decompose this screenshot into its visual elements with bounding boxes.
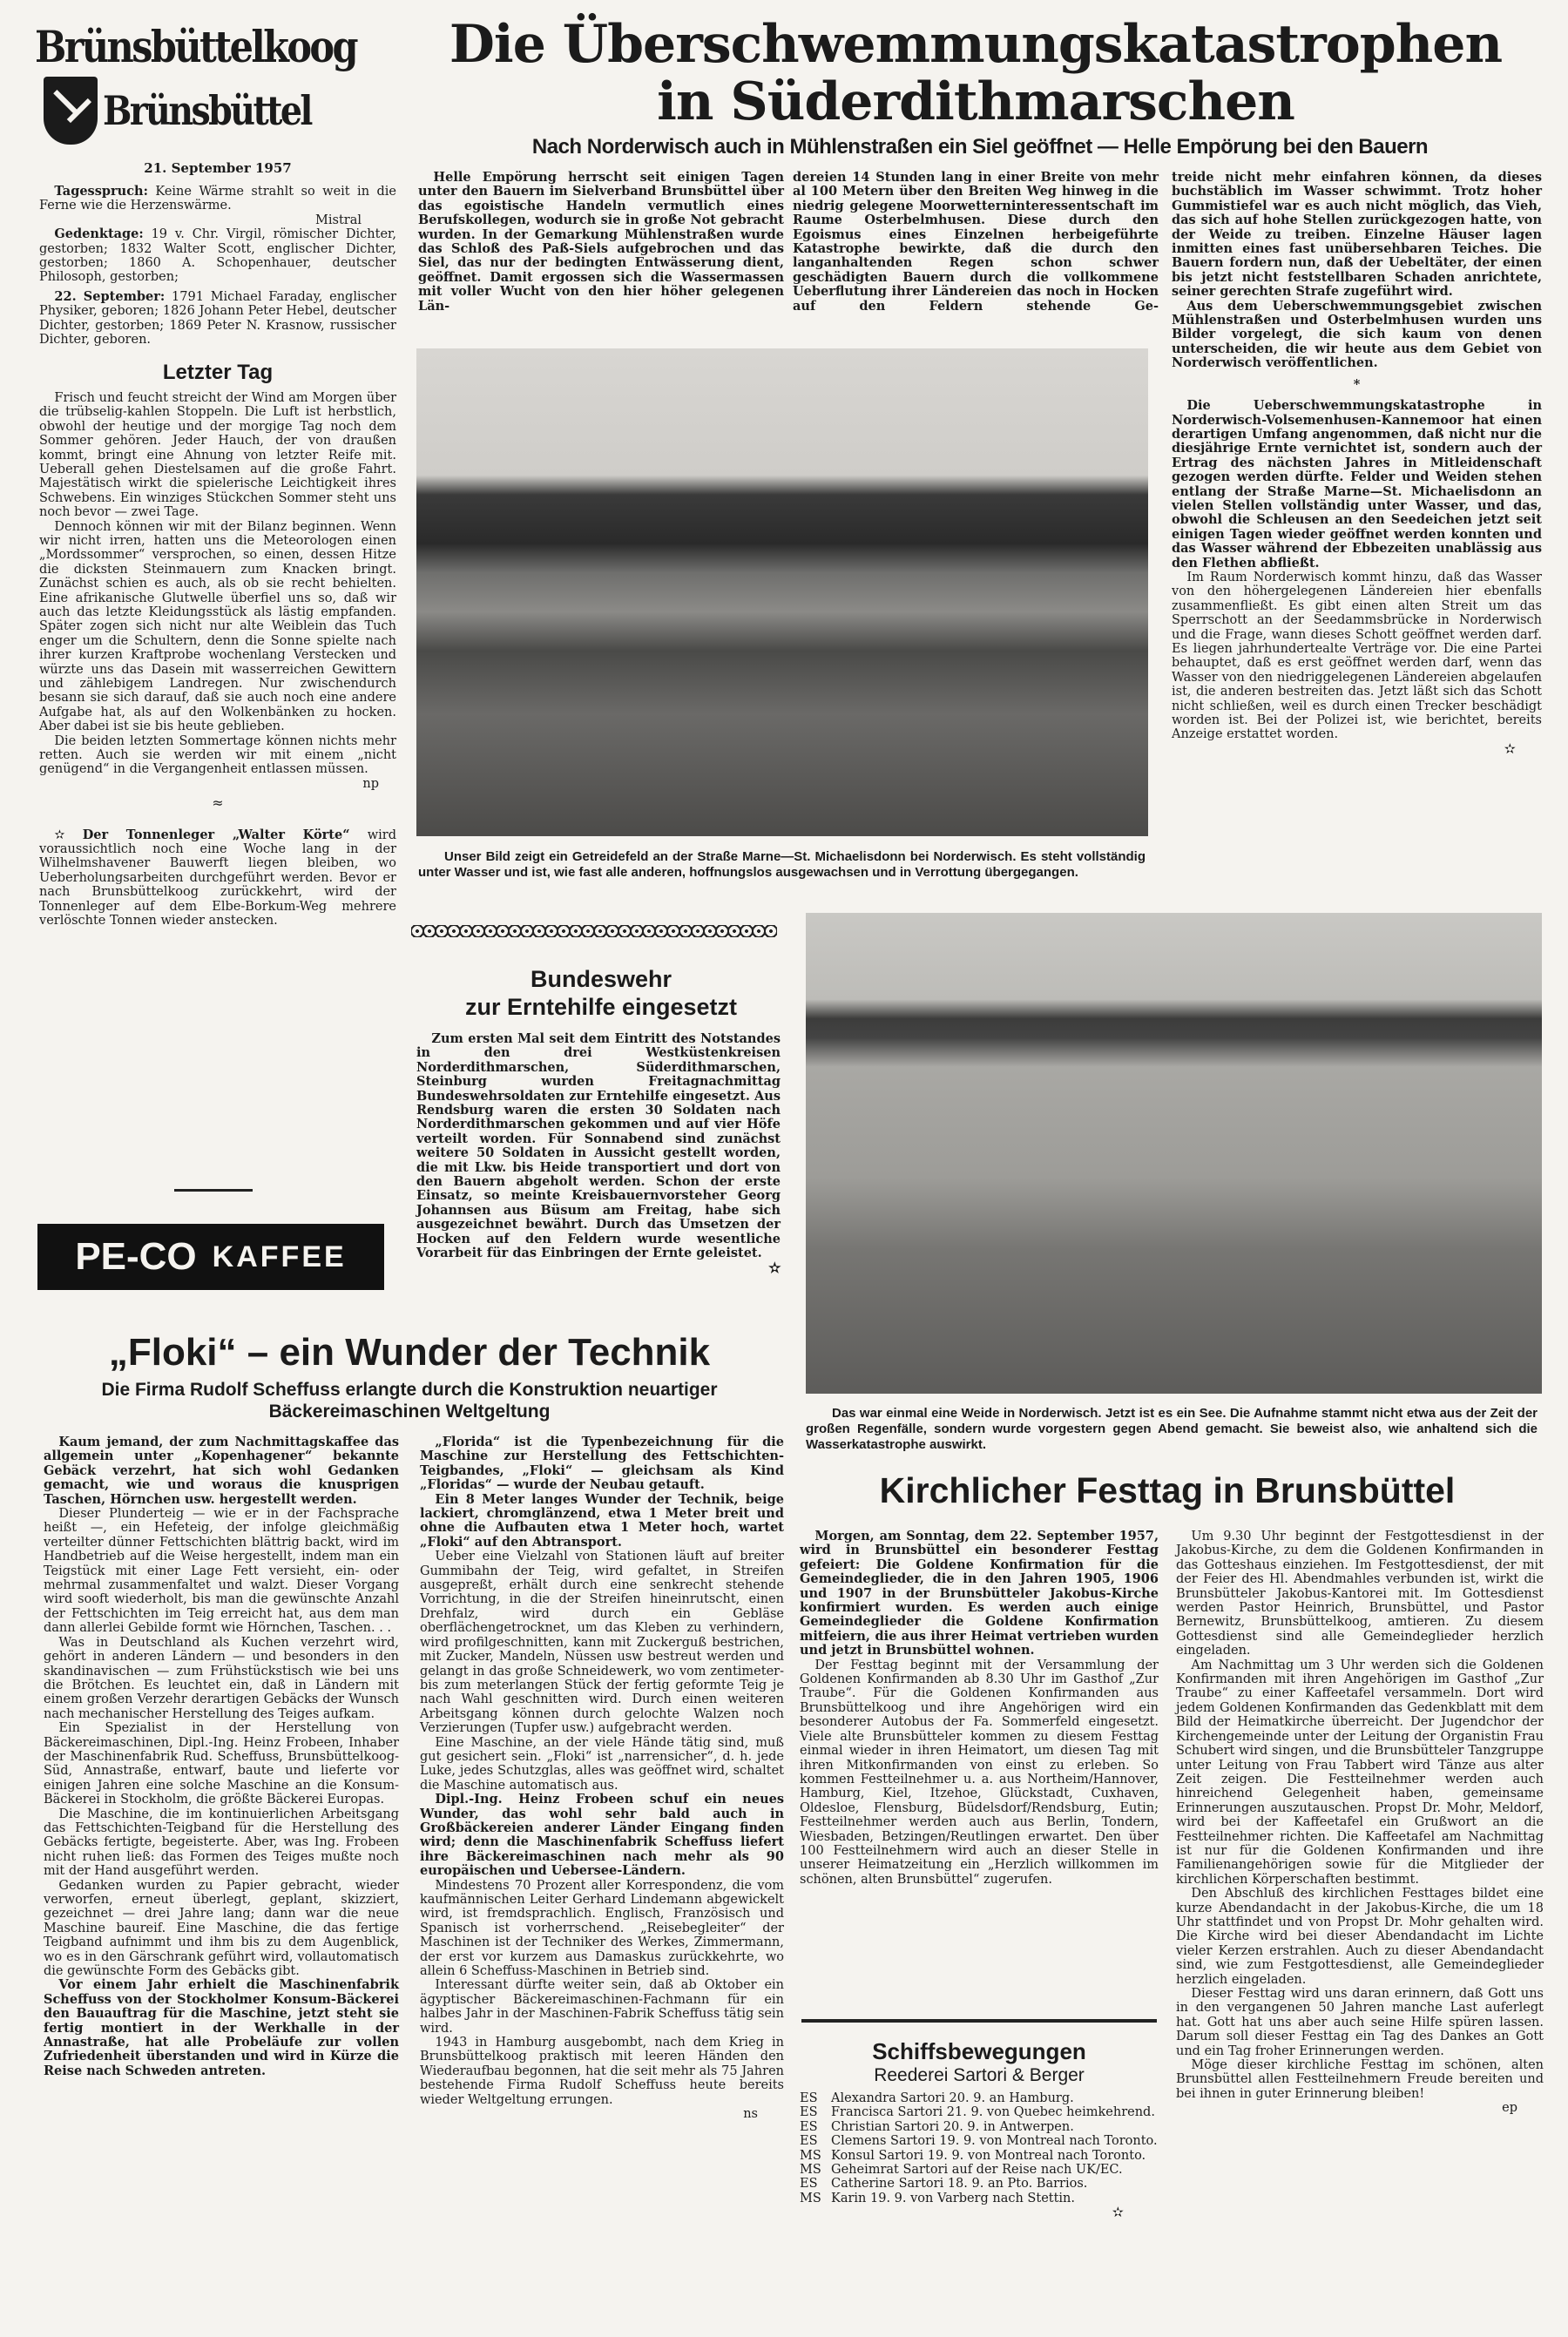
ad-product: KAFFEE bbox=[212, 1239, 347, 1273]
star-icon: ✫ bbox=[54, 827, 83, 842]
tagesspruch-label: Tagesspruch: bbox=[54, 184, 148, 199]
bundeswehr-title-1: Bundeswehr bbox=[530, 966, 672, 992]
ship-text: Konsul Sartori 19. 9. von Montreal nach Toronto. bbox=[831, 2148, 1146, 2163]
paragraph: Gedanken wurden zu Papier gebracht, wieder verworfen, erneut überlegt, geplant, skizziert, gezeichnet — drei Jahre lang; dann war die neue Maschine baureif. Eine Maschine, die das fertige Teigband aufnimmt und ihm bis zu dem Augenblick, wo es in den Gärschrank geführt wird, vollautomatisch die gewünschte Form des Gebäcks gibt. bbox=[44, 1878, 399, 1979]
sept22-text: 1791 Michael Faraday, englischer Physiker, geboren; 1826 Johann Peter Hebel, deutscher Dichter, gestorben; 1869 Peter N. Krasnow, russischer Dichter, geboren. bbox=[39, 289, 397, 348]
photo1-caption bbox=[418, 849, 1146, 881]
schiffe-subtitle: Reederei Sartori & Berger bbox=[874, 2065, 1085, 2085]
ship-text: Alexandra Sartori 20. 9. an Hamburg. bbox=[831, 2091, 1074, 2105]
photo-flooded-grain-field bbox=[416, 348, 1148, 836]
paragraph: Aus dem Ueberschwemmungsgebiet zwischen Mühlenstraßen und Osterbelmhusen wurden uns Bilder vorgelegt, die sich kaum von denen unterscheiden, die wir heute aus dem Gebiet von Norderwisch veröffentlichen. bbox=[1172, 298, 1542, 371]
paragraph: Eine Maschine, an der viele Hände tätig sind, muß gut gesichert sein. „Floki“ ist „narrensicher“, d. h. jede Luke, jedes Schutzglas, alles was geöffnet wird, schaltet die Maschine automatisch aus. bbox=[420, 1735, 784, 1793]
paragraph: dereien 14 Stunden lang in einer Breite von mehr al 100 Metern über den Breiten Weg hinweg in die niedrig gelegene Moorwetterninteressentschaft im Raume Osterbelmhusen. Diese durch den Egoismus eines Einzelnen herbeigeführte Katastrophe bewirkte, daß die durch den langanhaltenden Regen schon schwer geschädigten Bauern durch die vollkommene Ueberflutung ihrer Ländereien das noch in Hocken auf den Feldern stehende Ge- bbox=[793, 170, 1159, 314]
coat-of-arms-icon bbox=[44, 77, 98, 145]
issue-date: 21. September 1957 bbox=[144, 160, 292, 176]
ship-item bbox=[800, 2192, 1159, 2205]
paragraph: Die Ueberschwemmungskatastrophe in Norderwisch-Volsemenhusen-Kannemoor hat einen derartigen Umfang angenommen, daß nicht nur die diesjährige Ernte vernichtet ist, sondern auch der Ertrag des nächsten Jahres in Mitleidenschaft gezogen werden dürfte. Felder und Weiden stehen entlang der Straße Marne—St. Michaelisdonn an vielen Stellen vollständig unter Wasser, und das, obwohl die Schleusen an den Seedeichen jetzt seit einigen Tagen wieder geöffnet werden konnten und das Wasser während der Ebbezeiten unablässig aus den Flethen abfließt. bbox=[1172, 398, 1542, 571]
separator: * bbox=[1353, 376, 1361, 392]
headline-line-1: Die Überschwemmungskatastrophen bbox=[449, 14, 1503, 75]
ship-item bbox=[800, 2120, 1159, 2134]
paragraph: Am Nachmittag um 3 Uhr werden sich die Goldenen Konfirmanden mit ihren Angehörigen im Gasthof „Zur Traube“ zu einer Kaffeetafel versammeln. Dort wird jedem Goldenen Konfirmanden das Gedenkblatt mit dem Bild der Heimatkirche überreicht. Der Jugendchor der Kirchengemeinde unter der Leitung der Organistin Frau Schubert wird singen, und die Brunsbütteler Tanzgruppe unter Leitung von Frau Tabbert wird Tänze aus alter Zeit zeigen. Die Festteilnehmer werden auch hinreichend Gelegenheit haben, gemeinsame Erinnerungen auszutauschen. Propst Dr. Mohr, Meldorf, wird bei der Kaffeetafel ein Grußwort an die Festteilnehmer richten. Die Kaffeetafel am Nachmittag ist nur für die Goldenen Konfirmanden und ihre Familienangehörigen sowie für die Mitglieder der kirchlichen Körperschaften bestimmt. bbox=[1176, 1658, 1544, 1887]
paragraph: Um 9.30 Uhr beginnt der Festgottesdienst in der Jakobus-Kirche, zu dem die Goldenen Konfirmanden in das Gotteshaus einziehen. Im Festgottesdienst, der mit der Feier des Hl. Abendmahles verbunden ist, wirkt die Brunsbütteler Jakobus-Kantorei mit. Im Gottesdienst werden Pastor Heinrich, Brunsbüttel, und Pastor Bernewitz, Brunsbüttelkoog, amtieren. Zu diesem Gottesdienst sind alle Gemeindeglieder herzlich eingeladen. bbox=[1176, 1530, 1544, 1658]
sept22 bbox=[39, 290, 396, 348]
paragraph: Zum ersten Mal seit dem Eintritt des Notstandes in den drei Westküstenkreisen Norderdithmarschen, Süderdithmarschen, Steinburg wurden Freitagnachmittag Bundeswehrsoldaten zur Erntehilfe eingesetzt. Aus Rendsburg waren die ersten 30 Soldaten nach Norderdithmarschen gekommen und auf vier Höfe verteilt worden. Für Sonnabend sind zunächst weitere 50 Soldaten in Aussicht gestellt worden, die mit Lkw. bis Heide transportiert und dort von den Bauern abgeholt werden. Schon der erste Einsatz, so meinte Kreisbauernvorsteher Georg Johannsen aus Büsum am Freitag, habe sich ausgezeichnet bewährt. Durch das Umsetzen der Hocken auf den Feldern wurde wesentliche Vorarbeit für das Einbringen der Ernte geleistet. bbox=[416, 1031, 781, 1261]
festtag-col-1 bbox=[800, 1530, 1159, 1887]
photo2-caption bbox=[806, 1406, 1538, 1453]
paragraph: 1943 in Hamburg ausgebombt, nach dem Krieg in Brunsbüttelkoog praktisch mit leeren Händen den Wiederaufbau begonnen, hat die seit mehr als 75 Jahren bestehende Firma Rudolf Scheffuss heute bereits wieder Weltgeltung errungen. bbox=[420, 2036, 784, 2107]
headline-line-2: in Süderdithmarschen bbox=[657, 71, 1294, 132]
tagesspruch-text: Keine Wärme strahlt so weit in die Ferne wie die Herzenswärme. bbox=[39, 185, 396, 213]
ship-item bbox=[800, 2149, 1159, 2163]
author-initials: np bbox=[362, 776, 379, 791]
ship-type: ES bbox=[800, 2119, 818, 2134]
paragraph: Vor einem Jahr erhielt die Maschinenfabrik Scheffuss von der Stockholmer Konsum-Bäckerei den Bauauftrag für die Maschine, jetzt steht sie fertig montiert in der Werkhalle in der Annastraße, hat alle Probeläufe zur vollen Zufriedenheit überstanden und wird in Kürze die Reise nach Schweden antreten. bbox=[44, 1977, 399, 2078]
ship-type: MS bbox=[800, 2148, 821, 2163]
floki-col-2 bbox=[420, 1435, 784, 2122]
ship-type: ES bbox=[800, 2177, 818, 2192]
ship-text: Francisca Sartori 21. 9. von Quebec heimkehrend. bbox=[831, 2105, 1155, 2120]
main-article-col-1 bbox=[418, 171, 784, 314]
tonnenleger-lead: Der Tonnenleger „Walter Körte“ bbox=[82, 827, 350, 842]
ship-type: ES bbox=[800, 2105, 818, 2120]
tonnenleger-notice bbox=[39, 828, 396, 929]
ornament-divider: ≈ bbox=[212, 794, 224, 812]
paragraph: Kaum jemand, der zum Nachmittagskaffee das allgemein unter „Kopenhagener“ bekannte Gebäck verzehrt, hat sich wohl Gedanken gemacht, wie und woraus die knusprigen Taschen, Hörnchen usw. hergestellt werden. bbox=[44, 1435, 399, 1507]
ship-type: MS bbox=[800, 2163, 821, 2178]
star-icon: ✫ bbox=[768, 1259, 781, 1276]
paragraph: Den Abschluß des kirchlichen Festtages bildet eine kurze Abendandacht in der Jakobus-Kirche, die um 18 Uhr stattfindet und von Propst Dr. Mohr gehalten wird. Die Kirche wird bei dieser Abendandacht im Lichte vieler Kerzen erstrahlen. Auch zu dieser Abendandacht sind, wie zum Festgottesdienst, alle Gemeindeglieder herzlich eingeladen. bbox=[1176, 1887, 1544, 1987]
ship-item bbox=[800, 2163, 1159, 2177]
paragraph: „Florida“ ist die Typenbezeichnung für die Maschine zur Herstellung des Fettschichten-Teigbandes, „Floki“ — gleichsam als Kind „Floridas“ — wurde der Neubau getauft. bbox=[420, 1435, 784, 1493]
ship-item bbox=[800, 2134, 1159, 2148]
sept22-label: 22. September: bbox=[54, 288, 166, 304]
divider bbox=[801, 2019, 1157, 2023]
photo-flooded-meadow bbox=[806, 913, 1542, 1394]
paragraph: Der Festtag beginnt mit der Versammlung der Goldenen Konfirmanden ab 8.30 Uhr im Gasthof „Zur Traube“. Für die Goldenen Konfirmanden aus Brunsbüttelkoog und ihre Angehörigen wird ein besonderer Autobus der Fa. Sommerfeld eingesetzt. Viele alte Brunsbütteler kommen zu diesem Festtag einmal wieder in ihren Heimatort, um diesen Tag mit ihren Mitkonfirmanden von einst zu erleben. So kommen Festteilnehmer u. a. aus Northeim/Hannover, Hamburg, Kiel, Itzehoe, Glückstadt, Cuxhaven, Oldesloe, Flensburg, Büdelsdorf/Rendsburg, Eutin; Festteilnehmer werden auch aus Berlin, Tondern, Wiesbaden, Betzingen/Reutlingen erwartet. Den über 100 Festteilnehmern wird auch an dieser Stelle in unserer Heimatzeitung ein „Herzlich willkommen im schönen, alten Brunsbüttel“ zugerufen. bbox=[800, 1658, 1159, 1887]
paragraph: Die Maschine, die im kontinuierlichen Arbeitsgang das Fettschichten-Teigband für die Herstellung des Gebäcks fertigte, begeisterte. Aber, was Ing. Frobeen nicht ruhen ließ: das Formen des Teiges mußte noch mit der Hand ausgeführt werden. bbox=[44, 1807, 399, 1879]
ship-item bbox=[800, 2177, 1159, 2191]
paragraph: Dieser Plunderteig — wie er in der Fachsprache heißt —, ein Hefeteig, der infolge gleichmäßig verteilter dünner Fettschichten blättrig backt, wird im Handbetrieb auf die Weise hergestellt, indem man ein Teigstück mit einer Lage Fett versieht, ein- oder mehrmal zusammenfaltet und walzt. Dieser Vorgang wird sooft wiederholt, bis man die gewünschte Anzahl der Fettschichten im Teig erreicht hat, aus dem man dann allerlei Gebilde formt wie Hörnchen, Taschen. . . bbox=[44, 1507, 399, 1636]
logo-brunsbuettelkoog: Brünsbüttelkoog bbox=[35, 21, 357, 72]
ship-type: ES bbox=[800, 2091, 818, 2105]
tonnenleger-text: wird voraussichtlich noch eine Woche lang in der Wilhelmshavener Bauwerft liegen bleiben, wo Ueberholungsarbeiten durchgeführt werden. Bevor er nach Brunsbüttelkoog zurückkehrt, wird der Tonnenleger auf dem Elbe-Borkum-Weg mehrere verlöschte Tonnen wieder anstecken. bbox=[39, 827, 396, 929]
main-article-col-3 bbox=[1172, 171, 1542, 756]
author-initials: ns bbox=[743, 2107, 758, 2122]
bundeswehr-title-2: zur Erntehilfe eingesetzt bbox=[464, 994, 738, 1020]
ship-item bbox=[800, 2091, 1159, 2105]
tagesspruch bbox=[39, 185, 396, 213]
paragraph: treide nicht mehr einfahren können, da dieses buchstäblich im Wasser schwimmt. Trotz hoher Gummistiefel war es auch nicht möglich, das Vieh, das sich auf hohe Stellen zurückgezogen hatte, von der Weide zu treiben. Einzelne Häuser lagen inmitten eines fast unübersehbaren Teiches. Die Bauern fordern nun, daß der Uebeltäter, der einen bis jetzt nicht feststellbaren Schaden anrichtete, seiner gerechten Strafe zugeführt wird. bbox=[1172, 170, 1542, 300]
gedenktage-label: Gedenktage: bbox=[54, 226, 144, 242]
paragraph: Dieser Festtag wird uns daran erinnern, daß Gott uns in den vergangenen 50 Jahren manche Last auferlegt hat. Gott hat uns aber auch seine Hilfe spüren lassen. Darum soll dieser Festtag ein Tag des Dankes an Gott und ein Tag froher Erinnerungen werden. bbox=[1176, 1987, 1544, 2058]
star-icon: ✫ bbox=[1504, 740, 1516, 757]
paragraph: Helle Empörung herrscht seit einigen Tagen unter den Bauern im Sielverband Brunsbüttel über das egoistische Handeln vermutlich eines Berufskollegen, wodurch sie in große Not gebracht wurden. In der Gemarkung Mühlenstraßen wurde das Schloß des Paß-Siels aufgebrochen und das Siel, das nur der bedingten Entwässerung dient, geöffnet. Damit ergossen sich die Wassermassen mit voller Wucht von den hier höher gelegenen Län- bbox=[418, 170, 784, 314]
paragraph: Was in Deutschland als Kuchen verzehrt wird, gehört in anderen Ländern — und besonders in den skandinavischen — zum Frühstückstisch wie bei uns die Brötchen. Es leuchtet ein, daß in Ländern mit einem großen Verzehr derartigen Gebäcks der Wunsch nach mechanischer Herstellung des Teiges aufkam. bbox=[44, 1635, 399, 1721]
ad-brand: PE-CO bbox=[75, 1235, 197, 1278]
gedenktage bbox=[39, 227, 396, 285]
paragraph: Ein 8 Meter langes Wunder der Technik, beige lackiert, chromglänzend, etwa 1 Meter breit und ohne die Aufbauten etwa 1 Meter hoch, wartet „Floki“ auf den Abtransport. bbox=[420, 1491, 784, 1550]
star-icon: ✫ bbox=[1112, 2204, 1124, 2221]
ship-item bbox=[800, 2105, 1159, 2119]
author-initials: ep bbox=[1502, 2101, 1517, 2116]
paragraph: Mindestens 70 Prozent aller Korrespondenz, die vom kaufmännischen Leiter Gerhard Lindemann abgewickelt wird, ist fremdsprachlich. Englisch, Französisch und Spanisch ist vorherrschend. „Reisebegleiter“ der Maschinen ist der Techniker des Werkes, Zimmermann, der erst vor kurzem aus Damaskus zurückkehrte, wo allein 6 Scheffuss-Maschinen in Betrieb sind. bbox=[420, 1878, 784, 1979]
ship-text: Christian Sartori 20. 9. in Antwerpen. bbox=[831, 2119, 1074, 2134]
tagesspruch-author: Mistral bbox=[315, 213, 362, 227]
ship-text: Catherine Sartori 18. 9. an Pto. Barrios. bbox=[831, 2177, 1088, 2192]
main-subheadline: Nach Norderwisch auch in Mühlenstraßen ein Siel geöffnet — Helle Empörung bei den Bauern bbox=[531, 135, 1429, 159]
main-headline bbox=[401, 16, 1551, 131]
paragraph: Interessant dürfte weiter sein, daß ab Oktober ein ägyptischer Bäckereimaschinen-Fachmann für ein halbes Jahr in der Maschinen-Fabrik Scheffuss tätig sein wird. bbox=[420, 1978, 784, 2036]
left-column bbox=[39, 185, 396, 929]
logo-brunsbuettel: Brünsbüttel bbox=[103, 87, 311, 134]
floki-col-1 bbox=[44, 1435, 399, 2078]
paragraph: Dipl.-Ing. Heinz Frobeen schuf ein neues Wunder, das wohl sehr bald auch in Großbäckereien anderer Länder Eingang finden wird; denn die Maschinenfabrik Scheffuss liefert ihre Bäckereimaschinen nach mehr als 90 europäischen und Uebersee-Ländern. bbox=[420, 1792, 784, 1879]
bundeswehr-article bbox=[416, 1032, 781, 1275]
wave-ornament bbox=[411, 925, 777, 937]
main-article-col-2 bbox=[793, 171, 1159, 314]
peco-kaffee-ad bbox=[37, 1224, 384, 1290]
ship-type: MS bbox=[800, 2191, 821, 2205]
festtag-title: Kirchlicher Festtag in Brunsbüttel bbox=[879, 1470, 1456, 1510]
caption-text: Unser Bild zeigt ein Getreidefeld an der Straße Marne—St. Michaelisdonn bei Norderwisch. Es steht vollständig unter Wasser und ist, wie fast alle anderen, hoffnungslos ausgewachsen und in Verrottung übergegangen. bbox=[418, 849, 1146, 880]
divider bbox=[174, 1189, 253, 1192]
paragraph: Im Raum Norderwisch kommt hinzu, daß das Wasser von den höhergelegenen Ländereien hier ebenfalls zusammenfließt. Es gibt einen alten Streit um das Sperrschott an der Seedammsbrücke in Norderwisch und die Frage, wann dieses Schott geöffnet werden darf. Es liegen jahrhundertealte Verträge vor. Die eine Partei behauptet, daß es erst geöffnet werden darf, wenn das Wasser von den niedriggelegenen Ländereien abgelaufen ist, die anderen bestreiten das. Jetzt läßt sich das Schott nicht schließen, weil es durch einen Trecker beschädigt worden ist. Bei der Polizei ist, wie berichtet, bereits Anzeige erstattet worden. bbox=[1172, 570, 1542, 742]
letzter-tag-title: Letzter Tag bbox=[162, 361, 274, 385]
ship-list bbox=[800, 2091, 1159, 2220]
schiffsbewegungen bbox=[800, 2038, 1159, 2220]
festtag-col-2 bbox=[1176, 1530, 1544, 2116]
ship-text: Karin 19. 9. von Varberg nach Stettin. bbox=[831, 2191, 1076, 2205]
gedenktage-text: 19 v. Chr. Virgil, römischer Dichter, gestorben; 1832 Walter Scott, englischer Dichter, gestorben; 1860 A. Schopenhauer, deutscher Philosoph, gestorben; bbox=[39, 227, 396, 285]
paragraph: Morgen, am Sonntag, dem 22. September 1957, wird in Brunsbüttel ein besonderer Festtag gefeiert: Die Goldene Konfirmation für die Gemeindeglieder, die in den Jahren 1905, 1906 und 1907 in der Brunsbütteler Jakobus-Kirche konfirmiert wurden. Es werden auch einige Gemeindeglieder die Goldene Konfirmation mitfeiern, die aus ihrer Heimat vertrieben wurden und jetzt in Brunsbüttel wohnen. bbox=[800, 1529, 1159, 1658]
floki-subtitle: Die Firma Rudolf Scheffuss erlangte durch die Konstruktion neuartiger Bäckereimaschinen Weltgeltung bbox=[101, 1380, 718, 1422]
paragraph: Ein Spezialist in der Herstellung von Bäckereimaschinen, Dipl.-Ing. Heinz Frobeen, Inhaber der Maschinenfabrik Rud. Scheffuss, Brunsbüttelkoog-Süd, Annastraße, entwarf, baute und lieferte vor einigen Jahren eine solche Maschine an die Konsum-Bäckerei in Stockholm, die größte Bäckerei Europas. bbox=[44, 1721, 399, 1807]
floki-title: „Floki“ – ein Wunder der Technik bbox=[108, 1331, 711, 1374]
paragraph: Die beiden letzten Sommertage können nichts mehr retten. Auch sie werden wir mit einem „nicht genügend“ in die Vergangenheit entlassen müssen. bbox=[39, 733, 396, 777]
paragraph: Ueber eine Vielzahl von Stationen läuft auf breiter Gummibahn der Teig, wird gefaltet, in Streifen ausgepreßt, erhält durch eine senkrecht stehende Vorrichtung, in die der Streifen hineinrutscht, einen Drehfalz, wird durch ein Gebläse oberflächengetrocknet, um das Kleben zu verhindern, wird profilgeschnitten, kann mit Zuckerguß bestrichen, mit Zucker, Mandeln, Nüssen usw bestreut werden und gelangt in das große Schneidewerk, wo vom zentimeter- bis zum meterlangen Stück der fertig geformte Teig je nach Wahl geschnitten wird. Durch einen weiteren Arbeitsgang können durch gelochte Walzen noch Verzierungen (Tupfer usw.) aufgebracht werden. bbox=[420, 1550, 784, 1736]
ship-type: ES bbox=[800, 2134, 818, 2149]
masthead-logo bbox=[35, 17, 392, 157]
schiffe-title: Schiffsbewegungen bbox=[872, 2038, 1086, 2064]
bundeswehr-title bbox=[418, 965, 784, 1021]
paragraph: Frisch und feucht streicht der Wind am Morgen über die trübselig-kahlen Stoppeln. Die Luft ist herbstlich, obwohl der heutige und der morgige Tag noch dem Sommer gehören. Jeder Hauch, der von draußen kommt, bringt eine Ahnung von letzter Reife mit. Ueberall gehen Diestelsamen auf die große Fahrt. Majestätisch wirkt die spielerische Leichtigkeit ihres Schwebens. Ein winziges Stückchen Sommer steht uns noch bevor — zwei Tage. bbox=[39, 390, 396, 520]
ship-text: Geheimrat Sartori auf der Reise nach UK/EC. bbox=[831, 2163, 1123, 2178]
ship-text: Clemens Sartori 19. 9. von Montreal nach Toronto. bbox=[831, 2134, 1158, 2149]
caption-text: Das war einmal eine Weide in Norderwisch. Jetzt ist es ein See. Die Aufnahme stammt nicht etwa aus der Zeit der großen Regenfälle, sondern wurde vorgestern gegen Abend gemacht. Sie beweist also, wie anhaltend sich die Wasserkatastrophe auswirkt. bbox=[806, 1406, 1538, 1452]
paragraph: Dennoch können wir mit der Bilanz beginnen. Wenn wir nicht irren, hatten uns die Meteorologen einen „Mordssommer“ versprochen, so einen, dessen Hitze die dicksten Steinmauern zum Knacken bringt. Zunächst schien es auch, als ob sie recht behielten. Eine afrikanische Glutwelle überfiel uns so, daß wir auch das letzte Kleidungsstück als lästig empfanden. Später zogen sich nicht nur alte Weiblein das Tuch enger um die Schultern, denn die Sonne spielte nach ihrer kurzen Kraftprobe wochenlang Verstecken und würzte uns das Dasein mit wasserreichen Gewittern und zählebigem Landregen. Nur zwischendurch besann sie sich darauf, daß sie auch noch eine andere Aufgabe hat, als auf den Wolkenbänken zu hocken. Aber dabei ist sie bis heute geblieben. bbox=[39, 519, 396, 734]
paragraph: Möge dieser kirchliche Festtag im schönen, alten Brunsbüttel allen Festteilnehmern Freude bereiten und bei ihnen in guter Erinnerung bleiben! bbox=[1176, 2058, 1544, 2101]
